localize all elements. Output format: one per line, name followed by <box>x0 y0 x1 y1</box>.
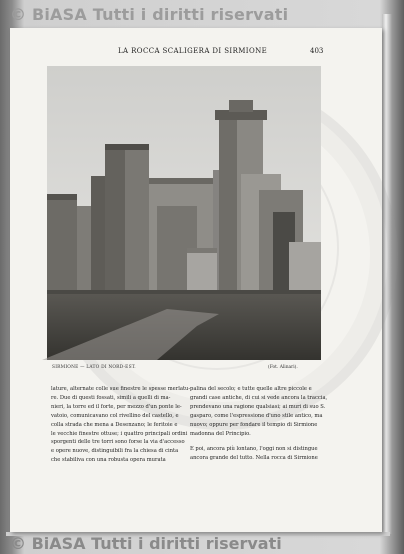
text-line: grandi case antiche, di cui si vede ancora la traccia, <box>190 394 328 401</box>
page-number: 403 <box>310 47 324 55</box>
body-column-left <box>51 385 191 465</box>
text-line: nieri, la torre ed il forte, per mezzo d'un ponte le- <box>51 403 182 410</box>
paragraph-gap <box>190 438 314 445</box>
watermark-bottom: © BiASA Tutti i diritti riservati <box>10 534 282 553</box>
text-line: le vecchie finestre ottuse; i quattro principali ordini <box>51 430 188 437</box>
text-line: e opere nuove, distinguibili fra la chiesa di cinta <box>51 448 179 455</box>
text-line: palina del secolo; e tutte quelle altre piccole e <box>190 386 312 392</box>
photo-credit: (Fot. Alinari). <box>268 365 298 370</box>
text-line: madonna del Principio. <box>190 430 251 437</box>
text-line: gasparo, come l'espressione d'uno stile antico, ma <box>190 412 323 419</box>
watermark-top: © BiASA Tutti i diritti riservati <box>10 5 289 24</box>
text-line: ancora grande del tutto. Nella rocca di Sirmione <box>190 455 318 462</box>
running-head: LA ROCCA SCALIGERA DI SIRMIONE <box>118 47 268 55</box>
text-line: nuovo; oppure per fondare il tempio di Sirmione <box>190 421 318 428</box>
photo-caption: SIRMIONE — LATO DI NORD-EST. <box>52 365 136 370</box>
text-line: prendevano una ragione qualsiasi; ai muri di suo S. <box>190 403 326 410</box>
text-line: re. Due di questi fossati, simili a quelli di ma- <box>51 394 171 401</box>
castle-photograph <box>47 66 321 360</box>
text-line: E poi, ancora più lontano, l'oggi non si distingue <box>190 446 318 453</box>
body-column-right <box>190 385 328 463</box>
text-line: vatoio, comunicavano col rivellino del castello, e <box>51 412 179 419</box>
text-line: colla strada che mena a Desenzano; le feritoie e <box>51 421 178 428</box>
text-line: sporgenti delle tre torri sono forse la via d'accesso <box>51 439 185 446</box>
text-line: che stabiliva con una robusta opera murata <box>51 457 166 464</box>
text-line: lature, alternate colle sue finestre le spesse merlatu- <box>51 386 191 392</box>
